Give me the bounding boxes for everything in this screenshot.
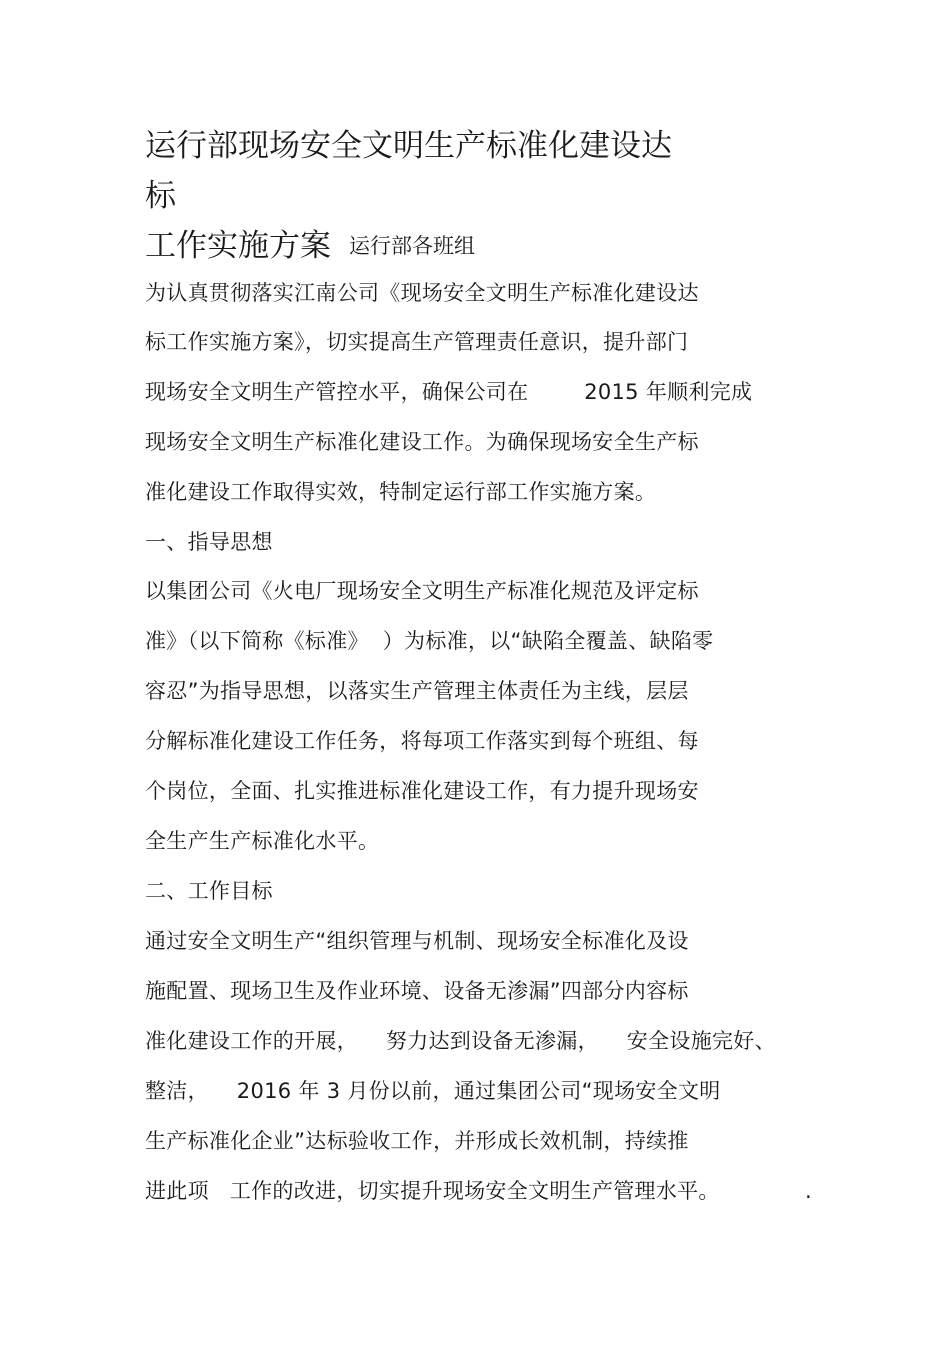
intro-line: 现场安全文明生产管控水平，确保公司在 2015 年顺利完成 [145, 380, 753, 404]
section1-heading: 一、指导思想 [145, 530, 273, 554]
document-title-line3 [145, 226, 475, 266]
end-mark: . [805, 1179, 812, 1203]
section1-line: 以集团公司《火电厂现场安全文明生产标准化规范及评定标 [145, 579, 699, 603]
section2-heading: 二、工作目标 [145, 879, 273, 903]
section1-line: 全生产生产标准化水平。 [145, 829, 380, 853]
document-title-main: 工作实施方案 [145, 228, 331, 264]
document-title-line2: 标 [145, 178, 176, 214]
section2-line: 通过安全文明生产“组织管理与机制、现场安全标准化及设 [145, 929, 689, 953]
section1-line: 个岗位，全面、扎实推进标准化建设工作，有力提升现场安 [145, 779, 699, 803]
intro-line: 现场安全文明生产标准化建设工作。为确保现场安全生产标 [145, 430, 699, 454]
section1-line: 容忍”为指导思想，以落实生产管理主体责任为主线，层层 [145, 679, 689, 703]
section2-line: 生产标准化企业”达标验收工作，并形成长效机制，持续推 [145, 1129, 689, 1153]
section2-line: 整洁， 2016 年 3 月份以前，通过集团公司“现场安全文明 [145, 1079, 721, 1103]
section1-line: 准》（以下简称《标准》 ）为标准，以“缺陷全覆盖、缺陷零 [145, 629, 714, 653]
section1-line: 分解标准化建设工作任务，将每项工作落实到每个班组、每 [145, 729, 699, 753]
intro-line: 为认真贯彻落实江南公司《现场安全文明生产标准化建设达 [145, 281, 699, 305]
document-title-note: 运行部各班组 [349, 234, 475, 258]
section2-line: 施配置、现场卫生及作业环境、设备无渗漏”四部分内容标 [145, 979, 689, 1003]
section2-line: 进此项 工作的改进，切实提升现场安全文明生产管理水平。 [145, 1179, 720, 1203]
intro-line: 准化建设工作取得实效，特制定运行部工作实施方案。 [145, 480, 657, 504]
section2-line: 准化建设工作的开展， 努力达到设备无渗漏， 安全设施完好、 [145, 1029, 776, 1053]
document-title-line1: 运行部现场安全文明生产标准化建设达 [145, 128, 672, 164]
intro-line: 标工作实施方案》，切实提高生产管理责任意识，提升部门 [145, 330, 689, 354]
